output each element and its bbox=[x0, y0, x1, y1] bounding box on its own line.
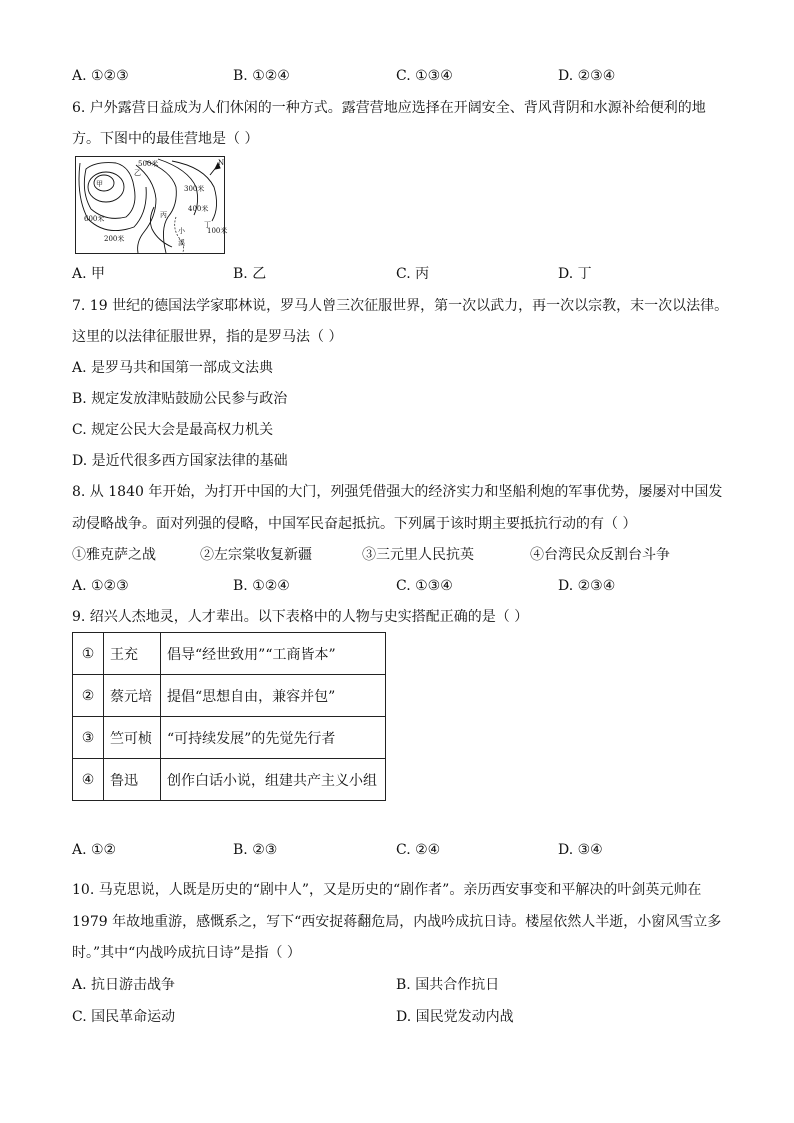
q10-option-d[interactable]: D. 国民党发动内战 bbox=[396, 1009, 514, 1025]
q6-option-c[interactable]: C. 丙 bbox=[396, 266, 430, 282]
table-cell-num: ③ bbox=[73, 717, 104, 759]
q5-option-c[interactable]: C. ①③④ bbox=[396, 68, 453, 84]
map-label-500: 500米 bbox=[138, 160, 159, 168]
table-cell-num: ④ bbox=[73, 759, 104, 801]
q7-option-d[interactable]: D. 是近代很多西方国家法律的基础 bbox=[72, 453, 288, 469]
table-cell-num: ② bbox=[73, 675, 104, 717]
map-label-400: 400米 bbox=[188, 205, 209, 213]
history-table bbox=[72, 632, 386, 801]
q8-stem-line2: 动侵略战争。面对列强的侵略，中国军民奋起抵抗。下列属于该时期主要抵抗行动的有（ ） bbox=[72, 516, 637, 532]
table-cell-fact: 倡导“经世致用”“工商皆本” bbox=[161, 633, 386, 675]
q6-option-a[interactable]: A. 甲 bbox=[72, 266, 106, 282]
stream-line bbox=[175, 217, 184, 254]
map-label-bing: 丙 bbox=[160, 211, 167, 219]
table-cell-name: 王充 bbox=[104, 633, 161, 675]
q9-option-b[interactable]: B. ②③ bbox=[233, 842, 278, 858]
map-label-xi: 溪 bbox=[178, 239, 185, 247]
q9-stem: 9. 绍兴人杰地灵，人才辈出。以下表格中的人物与史实搭配正确的是（ ） bbox=[72, 609, 529, 625]
table-cell-fact: 提倡“思想自由，兼容并包” bbox=[161, 675, 386, 717]
map-label-jia: 甲 bbox=[96, 180, 103, 188]
q8-option-d[interactable]: D. ②③④ bbox=[558, 578, 616, 594]
table-row bbox=[73, 759, 386, 801]
q10-option-a[interactable]: A. 抗日游击战争 bbox=[72, 977, 176, 993]
q8-item-1: ①雅克萨之战 bbox=[72, 547, 156, 563]
q9-option-c[interactable]: C. ②④ bbox=[396, 842, 441, 858]
q8-stem-line1: 8. 从 1840 年开始，为打开中国的大门，列强凭借强大的经济实力和坚船利炮的军事优势，屡屡对中国发 bbox=[72, 484, 723, 500]
table-row bbox=[73, 633, 386, 675]
table-row bbox=[73, 717, 386, 759]
q5-option-b[interactable]: B. ①②④ bbox=[233, 68, 290, 84]
q8-item-2: ②左宗棠收复新疆 bbox=[200, 547, 312, 563]
map-label-north: N bbox=[218, 159, 225, 167]
q7-option-a[interactable]: A. 是罗马共和国第一部成文法典 bbox=[72, 360, 274, 376]
table-cell-name: 蔡元培 bbox=[104, 675, 161, 717]
map-label-xiao: 小 bbox=[178, 227, 185, 235]
q9-option-d[interactable]: D. ③④ bbox=[558, 842, 603, 858]
q8-item-3: ③三元里人民抗英 bbox=[362, 547, 474, 563]
q6-option-d[interactable]: D. 丁 bbox=[558, 266, 592, 282]
q6-option-b[interactable]: B. 乙 bbox=[233, 266, 267, 282]
map-label-200: 200米 bbox=[104, 235, 125, 243]
q7-stem-line2: 这里的以法律征服世界，指的是罗马法（ ） bbox=[72, 329, 343, 345]
table-cell-name: 鲁迅 bbox=[104, 759, 161, 801]
q7-stem-line1: 7. 19 世纪的德国法学家耶林说，罗马人曾三次征服世界，第一次以武力，再一次以宗教，末一次以法律。 bbox=[72, 298, 729, 314]
table-cell-name: 竺可桢 bbox=[104, 717, 161, 759]
map-label-300: 300米 bbox=[184, 185, 205, 193]
map-label-yi: 乙 bbox=[134, 169, 141, 177]
map-label-600: 600米 bbox=[84, 215, 105, 223]
q7-option-b[interactable]: B. 规定发放津贴鼓励公民参与政治 bbox=[72, 391, 288, 407]
q8-option-c[interactable]: C. ①③④ bbox=[396, 578, 453, 594]
table-cell-num: ① bbox=[73, 633, 104, 675]
q8-item-4: ④台湾民众反割台斗争 bbox=[530, 547, 670, 563]
q8-option-b[interactable]: B. ①②④ bbox=[233, 578, 290, 594]
contour-map bbox=[75, 156, 228, 254]
q6-stem-line2: 方。下图中的最佳营地是（ ） bbox=[72, 131, 259, 147]
map-label-100: 100米 bbox=[207, 227, 228, 235]
contour-100-left bbox=[146, 161, 176, 253]
q10-option-b[interactable]: B. 国共合作抗日 bbox=[396, 977, 500, 993]
map-label-ding: 丁 bbox=[204, 221, 211, 229]
q5-option-a[interactable]: A. ①②③ bbox=[72, 68, 129, 84]
contour-400-ring bbox=[88, 172, 124, 202]
q10-stem-line2: 1979 年故地重游，感慨系之，写下“西安捉蒋翻危局，内战吟成抗日诗。楼屋依然人半逝，小窗风雪立多 bbox=[72, 914, 722, 930]
q10-stem-line3: 时。”其中“内战吟成抗日诗”是指（ ） bbox=[72, 945, 301, 961]
q10-stem-line1: 10. 马克思说，人既是历史的“剧中人”，又是历史的“剧作者”。亲历西安事变和平解决的叶剑英元帅在 bbox=[72, 882, 702, 898]
table-cell-fact: 创作白话小说，组建共产主义小组 bbox=[161, 759, 386, 801]
q6-stem-line1: 6. 户外露营日益成为人们休闲的一种方式。露营营地应选择在开阔安全、背风背阴和水源补给便利的地 bbox=[72, 100, 706, 116]
q8-option-a[interactable]: A. ①②③ bbox=[72, 578, 129, 594]
table-row bbox=[73, 675, 386, 717]
table-cell-fact: “可持续发展”的先觉先行者 bbox=[161, 717, 386, 759]
q10-option-c[interactable]: C. 国民革命运动 bbox=[72, 1009, 176, 1025]
q9-option-a[interactable]: A. ①② bbox=[72, 842, 117, 858]
q7-option-c[interactable]: C. 规定公民大会是最高权力机关 bbox=[72, 422, 274, 438]
contour-400 bbox=[84, 163, 135, 219]
q5-option-d[interactable]: D. ②③④ bbox=[558, 68, 616, 84]
